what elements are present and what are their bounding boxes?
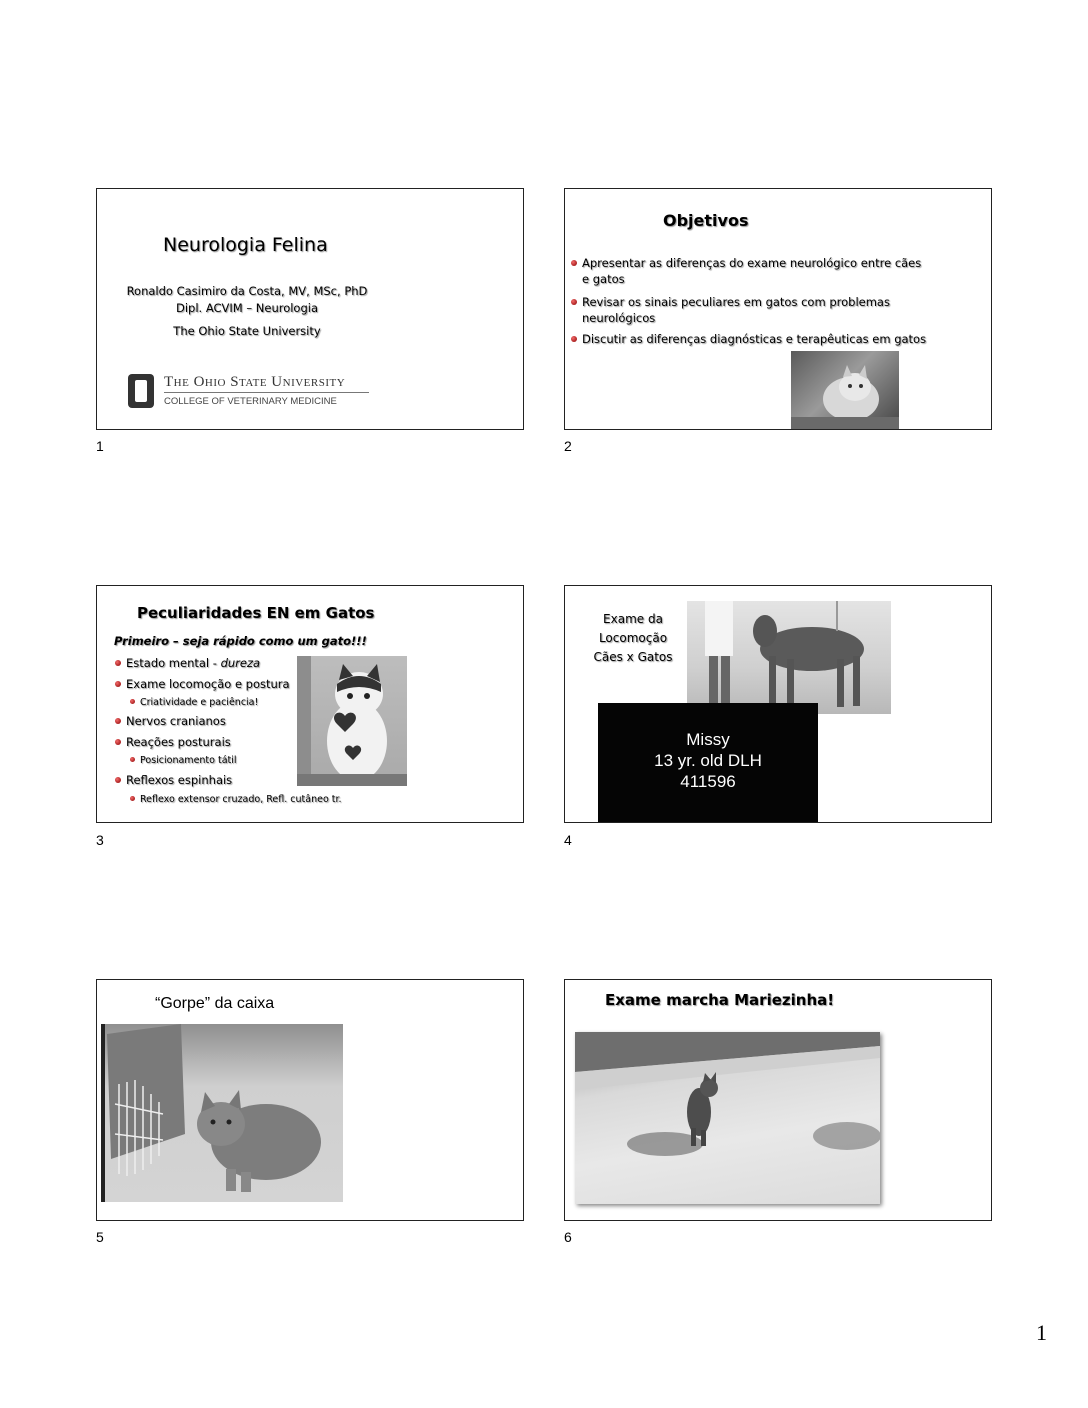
slide-number: 3 (96, 832, 104, 848)
slide-title: Objetivos (663, 211, 749, 230)
author-name: Ronaldo Casimiro da Costa, MV, MSc, PhD (126, 284, 368, 298)
slide-3 (96, 585, 524, 823)
dog-illustration-icon (687, 601, 891, 714)
bullet-item: Discutir as diferenças diagnósticas e terapêuticas em gatos (582, 331, 942, 347)
slide-5 (96, 979, 524, 1221)
cat-walking-photo[interactable] (575, 1032, 880, 1204)
list-item-emphasis: dureza (220, 656, 261, 670)
slide-title-line: Cães x Gatos (593, 650, 673, 664)
cat-illustration-icon (297, 656, 407, 786)
slide-intro: Primeiro – seja rápido como um gato!!! (114, 634, 367, 648)
slide-number: 1 (96, 438, 104, 454)
cat-photo (791, 351, 899, 429)
slide-number: 5 (96, 1229, 104, 1245)
cat-street-illustration-icon (575, 1032, 880, 1204)
logo-subtitle: COLLEGE OF VETERINARY MEDICINE (164, 396, 337, 407)
video-caption-line: 13 yr. old DLH (654, 751, 762, 770)
cat-carrier-illustration-icon (101, 1024, 343, 1202)
dog-walking-photo (687, 601, 891, 714)
institution: The Ohio State University (173, 324, 321, 338)
list-item (126, 655, 260, 671)
logo-divider (164, 392, 369, 393)
list-item: Nervos cranianos (126, 714, 226, 728)
slide-title-line: Exame da (603, 612, 663, 626)
cat-heart-photo (297, 656, 407, 786)
cat-in-carrier-photo[interactable] (101, 1024, 343, 1202)
slide-number: 2 (564, 438, 572, 454)
list-item-text: Estado mental - (126, 656, 221, 670)
slide-title: Exame marcha Mariezinha! (605, 991, 835, 1009)
logo-name: The Ohio State University (164, 374, 346, 390)
block-o-icon (127, 373, 155, 409)
list-item: Exame locomoção e postura (126, 677, 290, 691)
list-item: Reações posturais (126, 735, 231, 749)
slide-1 (96, 188, 524, 430)
cat-illustration-icon (791, 351, 899, 429)
slide-title: “Gorpe” da caixa (155, 995, 275, 1012)
slide-number: 4 (564, 832, 572, 848)
slide-title: Neurologia Felina (163, 234, 328, 256)
bullet-item: Apresentar as diferenças do exame neurológico entre cães e gatos (582, 255, 927, 287)
video-caption-line: 411596 (680, 772, 736, 791)
bullet-item: Revisar os sinais peculiares em gatos com problemas neurológicos (582, 294, 912, 326)
slide-title-line: Locomoção (598, 631, 668, 645)
slide-number: 6 (564, 1229, 572, 1245)
slide-4 (564, 585, 992, 823)
osu-logo (127, 373, 377, 413)
video-frame[interactable] (598, 703, 818, 823)
list-subitem: Reflexo extensor cruzado, Refl. cutâneo tr. (140, 792, 342, 808)
slide-6 (564, 979, 992, 1221)
list-subitem: Posicionamento tátil (140, 753, 237, 769)
diploma: Dipl. ACVIM – Neurologia (175, 301, 319, 315)
page-number: 1 (1036, 1320, 1047, 1345)
video-caption-line: Missy (686, 730, 730, 749)
list-subitem: Criatividade e paciência! (140, 695, 258, 711)
list-item: Reflexos espinhais (126, 773, 233, 787)
slide-title: Peculiaridades EN em Gatos (137, 604, 375, 622)
slide-2 (564, 188, 992, 430)
